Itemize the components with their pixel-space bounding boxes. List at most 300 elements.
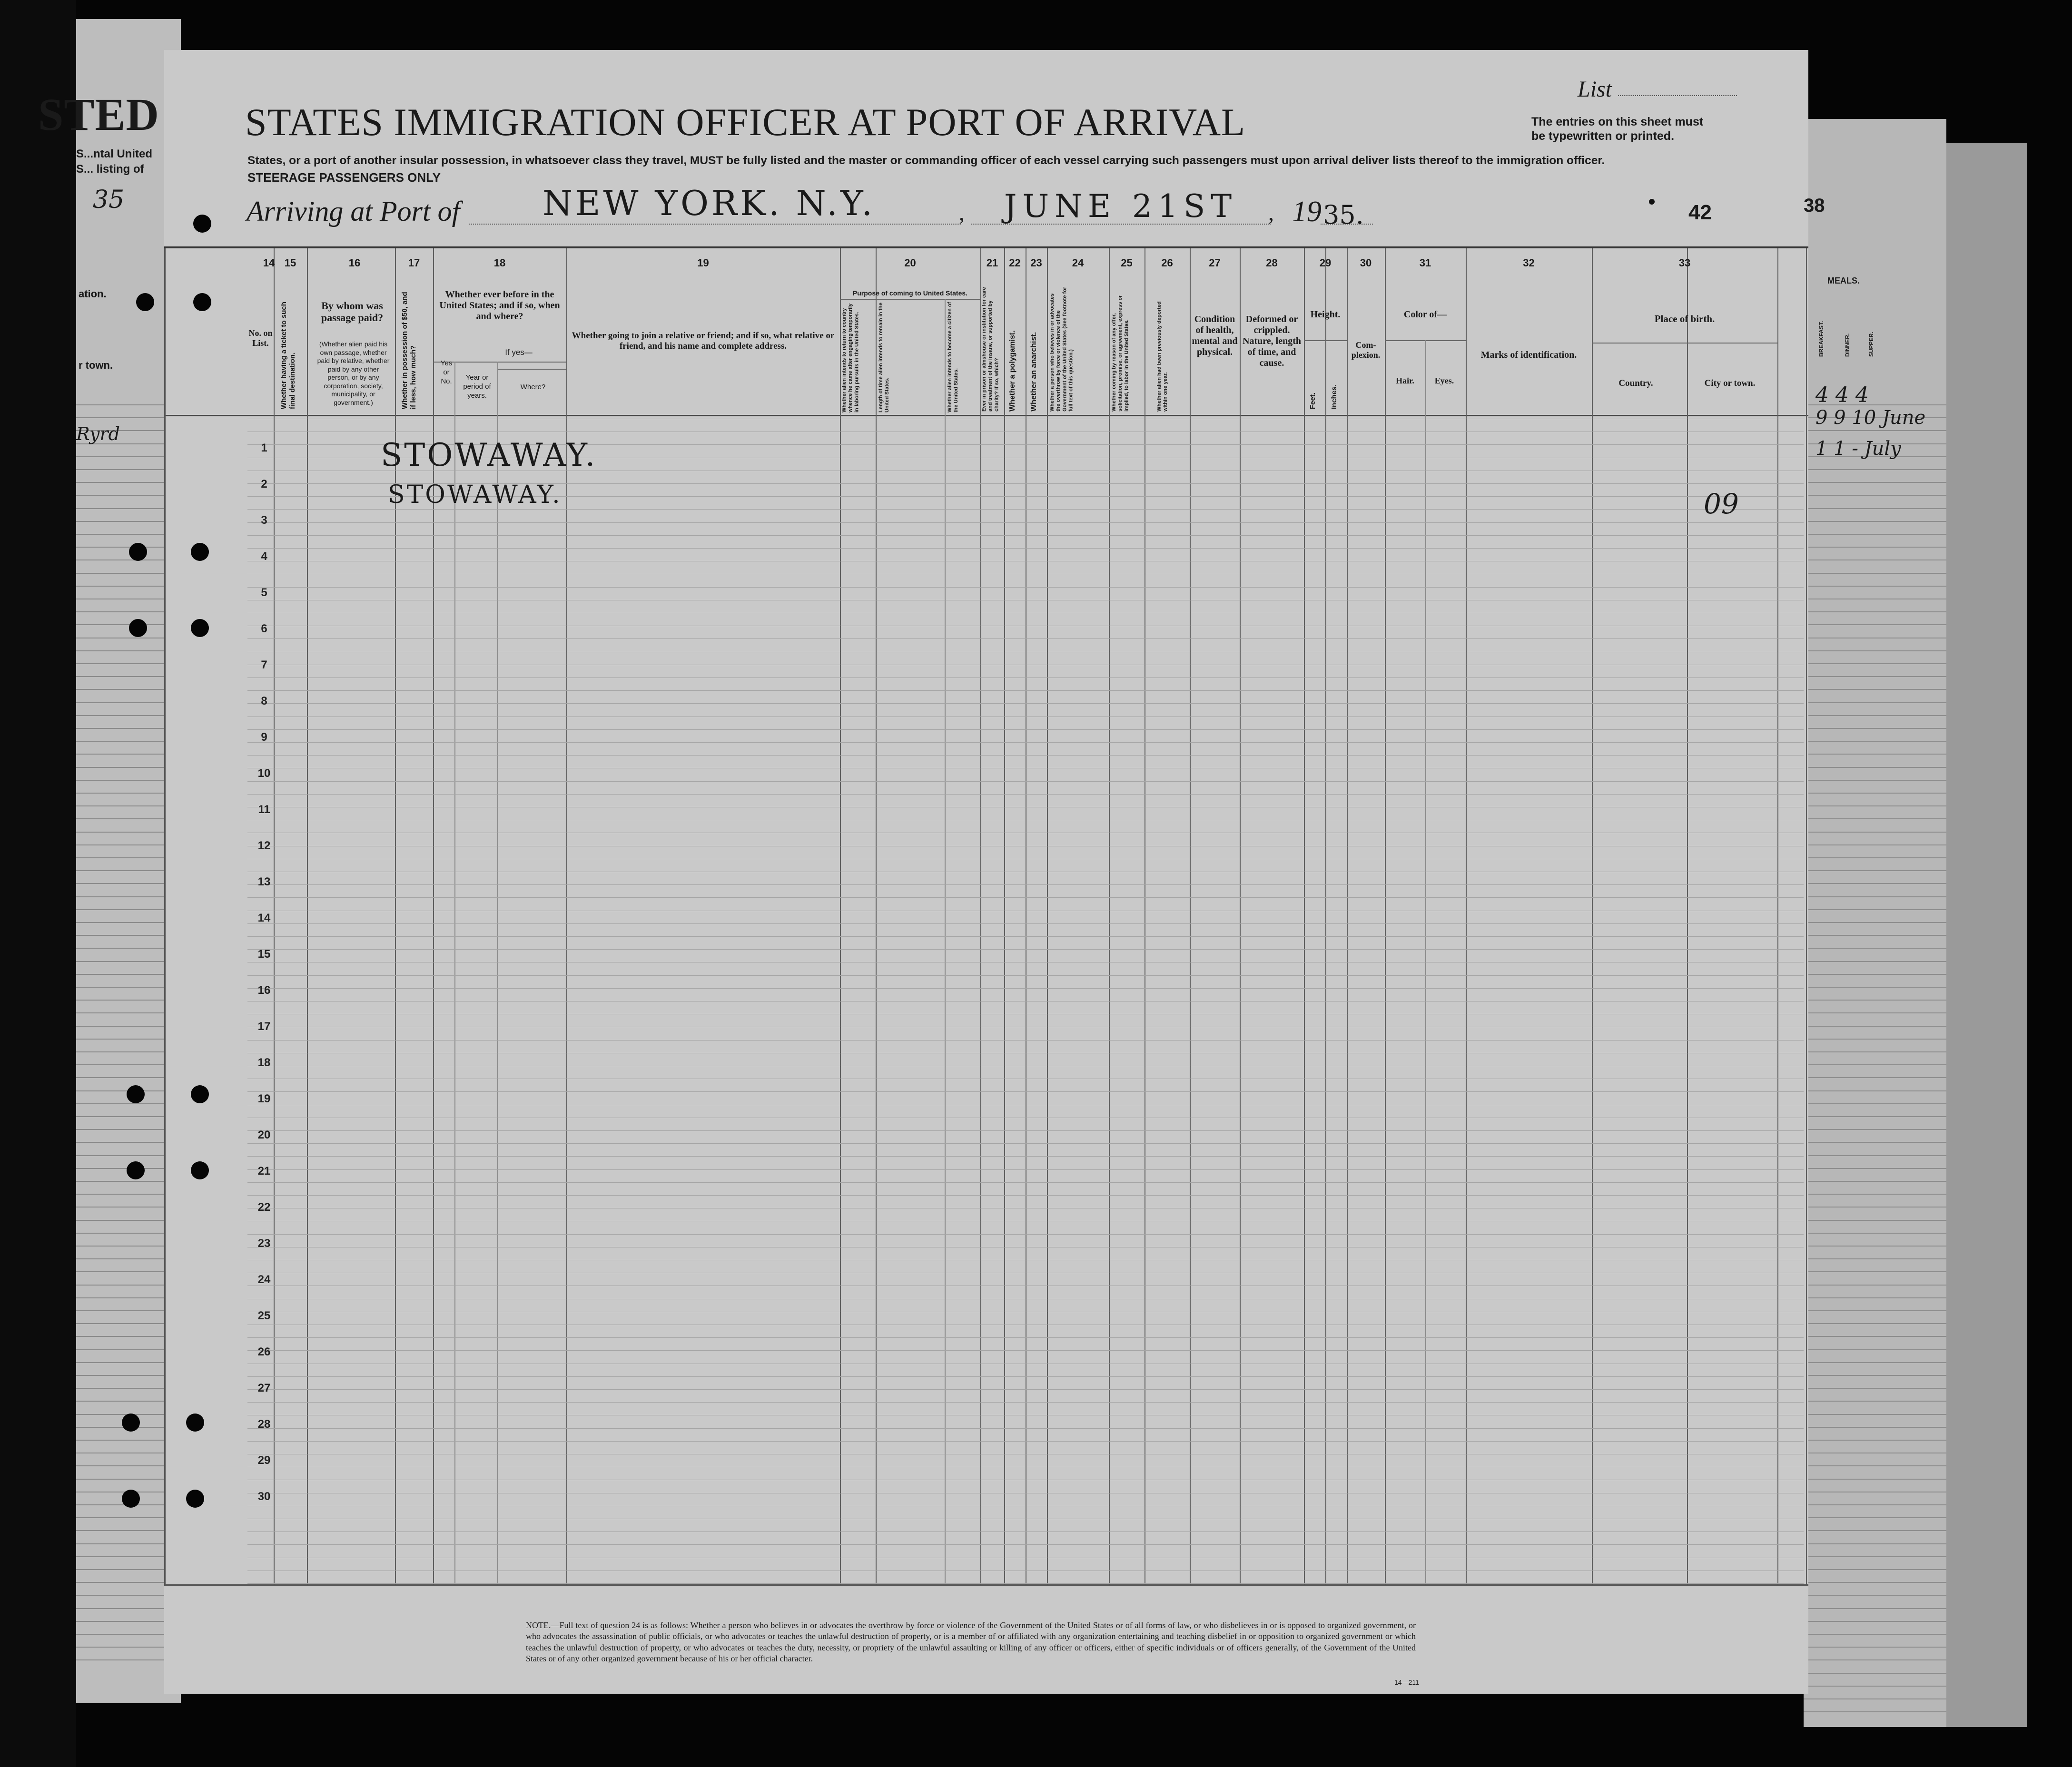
row-number: 3 <box>261 514 267 527</box>
row-rule <box>247 897 1804 898</box>
right-page-rule <box>1804 1012 1946 1013</box>
col-number-17: 17 <box>408 257 420 269</box>
col16-header: By whom was passage paid? <box>321 300 384 324</box>
row-number: 10 <box>257 767 271 780</box>
col-number-28: 28 <box>1266 257 1278 269</box>
col-number-16: 16 <box>348 257 361 269</box>
row-rule <box>247 1143 1804 1144</box>
row-number: 8 <box>261 695 267 707</box>
list-label: List <box>1578 77 1612 102</box>
right-page-rule <box>1804 948 1946 949</box>
col20-a: Whether alien intends to return to country whence he came after engaging temporarily in laboring pursuits in the United States. <box>841 303 860 412</box>
row-2-entry: STOWAWAY. <box>388 481 562 509</box>
row-rule <box>247 1428 1804 1429</box>
row-rule <box>247 1376 1804 1377</box>
col20-c: Whether alien intends to become a citizen of the United States. <box>947 302 959 412</box>
row-rule <box>247 781 1804 782</box>
left-page-column-fragment-1: ation. <box>79 288 107 300</box>
right-page-rule <box>1804 702 1946 703</box>
row-rule <box>247 755 1804 756</box>
row-rule <box>247 535 1804 536</box>
col31-hair: Hair. <box>1396 376 1414 385</box>
comma-separator-2: , <box>1268 200 1274 226</box>
right-page-rule <box>1804 676 1946 677</box>
row-number: 25 <box>257 1309 271 1322</box>
right-page-rule <box>1804 844 1946 845</box>
row-number: 30 <box>257 1490 271 1503</box>
row-number: 5 <box>261 586 267 599</box>
column-rule <box>1592 248 1593 1584</box>
left-page-year-fragment: 35 <box>93 186 125 214</box>
col18-yesno: Yes or No. <box>440 359 453 385</box>
col33-country: Country. <box>1618 378 1653 388</box>
right-page-rule <box>1804 1621 1946 1622</box>
right-page-rule <box>1804 663 1946 664</box>
row-rule <box>247 1583 1804 1584</box>
right-page-rule <box>1804 1220 1946 1221</box>
right-page-rule <box>1804 1427 1946 1428</box>
right-page-rule <box>1804 1647 1946 1648</box>
right-page-rule <box>1804 1595 1946 1596</box>
row-number: 27 <box>257 1382 271 1394</box>
col-number-31: 31 <box>1419 257 1431 269</box>
right-page-edge <box>1946 143 2027 1727</box>
row-rule <box>247 1350 1804 1351</box>
row-number: 29 <box>257 1454 271 1467</box>
right-page-rule <box>1804 573 1946 574</box>
row-rule <box>247 949 1804 950</box>
row-rule <box>247 1531 1804 1532</box>
col29-inches: Inches. <box>1330 384 1338 409</box>
col29-feet: Feet. <box>1309 392 1317 409</box>
row-number: 21 <box>257 1165 271 1178</box>
punch-hole <box>191 1161 209 1179</box>
punch-hole <box>191 1085 209 1103</box>
col16-note: (Whether alien paid his own passage, whether paid by relative, whether paid by any other person, or by any corporation, society, municipality, or government.) <box>317 340 390 406</box>
meal-col-breakfast: BREAKFAST. <box>1818 321 1825 357</box>
col-number-30: 30 <box>1360 257 1372 269</box>
col24-header: Whether a person who believes in or advocates the overthrow by force or violence of the Government of the United States (See footnote for full text of this question.) <box>1049 286 1074 412</box>
right-page-rule <box>1804 482 1946 483</box>
punch-hole <box>193 293 211 311</box>
right-page-rule <box>1804 1194 1946 1195</box>
row-number: 28 <box>257 1418 271 1431</box>
column-rule <box>1047 248 1048 1584</box>
meal-col-dinner: DINNER. <box>1844 333 1851 357</box>
row-number: 7 <box>261 658 267 671</box>
col31-header: Color of— <box>1403 309 1447 320</box>
col-number-27: 27 <box>1209 257 1221 269</box>
subheading-2: STEERAGE PASSENGERS ONLY <box>247 170 441 185</box>
right-page-rule <box>1804 1000 1946 1001</box>
row-number: 12 <box>257 839 271 852</box>
col29-subrule <box>1304 340 1347 341</box>
row-rule <box>247 923 1804 924</box>
right-page-rule <box>1804 521 1946 522</box>
column-rule <box>1806 248 1807 1584</box>
col20-divider <box>945 299 946 1583</box>
column-rule <box>1004 248 1005 1584</box>
col30-header: Com-plexion. <box>1351 340 1381 360</box>
meal-row-1: 4 4 4 <box>1815 383 1869 407</box>
left-page-title-fragment: STED <box>38 89 159 140</box>
column-rule <box>1687 248 1688 1584</box>
row-number: 26 <box>257 1345 271 1358</box>
right-page <box>1804 119 1946 1727</box>
right-page-rule <box>1804 1271 1946 1272</box>
right-page-rule <box>1804 534 1946 535</box>
right-page-rule <box>1804 1388 1946 1389</box>
column-rule <box>307 248 308 1584</box>
col-number-18: 18 <box>493 257 506 269</box>
comma-separator: , <box>959 200 965 226</box>
row-number: 14 <box>257 912 271 924</box>
right-page-rule <box>1804 896 1946 897</box>
port-value: NEW YORK. N.Y. <box>543 183 876 223</box>
right-page-rule <box>1804 1077 1946 1078</box>
right-page-rule <box>1804 624 1946 625</box>
right-page-rule <box>1804 1698 1946 1699</box>
row-number: 15 <box>257 948 271 961</box>
form-code: 14—211 <box>1394 1679 1419 1686</box>
row-rule <box>247 703 1804 704</box>
punch-hole <box>186 1490 204 1508</box>
row-rule <box>247 509 1804 510</box>
col-number-25: 25 <box>1121 257 1133 269</box>
left-page-line-1: S...ntal United <box>76 147 153 160</box>
right-page-rule <box>1804 1401 1946 1402</box>
col18-divider <box>454 362 455 1584</box>
col-number-24: 24 <box>1072 257 1084 269</box>
col22-header: Whether a polygamist. <box>1008 330 1016 412</box>
row-rule <box>247 884 1804 885</box>
footer-note: NOTE.—Full text of question 24 is as follows: Whether a person who believes in or advocates the overthrow by force or violence of the Government of the United States or of all forms of law, or who disbelieves in or is opposed to organized government, or who advocates the assassination of public officials, or who advocates or teaches the unlawful destruction of property, or is a member of or affiliated with any organization entertaining and teaching disbelief in or opposition to organized government or which teaches the unlawful destruction of property, or who advocates or teaches the duty, necessity, or propriety of the unlawful assaulting or killing of any officer or officers, either of specific individuals or of officers generally, of the Government of the United States or of any other organized government because of his or her official character. <box>526 1620 1416 1664</box>
right-page-rule <box>1804 754 1946 755</box>
row-number: 17 <box>257 1020 271 1033</box>
right-page-rule <box>1804 1116 1946 1117</box>
right-page-rule <box>1804 1155 1946 1156</box>
meals-label: MEALS. <box>1827 276 1860 285</box>
date-value: JUNE 21ST <box>1004 188 1238 225</box>
punch-hole <box>186 1414 204 1432</box>
right-page-rule <box>1804 832 1946 833</box>
col-number-20: 20 <box>904 257 916 269</box>
row-number: 1 <box>261 442 267 454</box>
col32-header: Marks of identification. <box>1480 350 1577 360</box>
right-page-rule <box>1804 1608 1946 1609</box>
year-prefix: 19 <box>1292 196 1322 228</box>
col18-where: Where? <box>520 383 546 391</box>
row-rule <box>247 548 1804 549</box>
right-page-rule <box>1804 1310 1946 1311</box>
row-rule <box>247 936 1804 937</box>
right-page-rule <box>1804 883 1946 884</box>
column-rule <box>1777 248 1778 1584</box>
col27-header: Condition of health, mental and physical. <box>1192 314 1238 357</box>
right-page-rule <box>1804 1246 1946 1247</box>
list-number-line <box>1618 95 1737 96</box>
col-number-15: 15 <box>284 257 296 269</box>
col23-header: Whether an anarchist. <box>1030 332 1038 412</box>
col20-b: Length of time alien intends to remain in the United States. <box>878 302 890 412</box>
right-page-rule <box>1804 1323 1946 1324</box>
scan-border-left <box>0 0 76 1767</box>
row-rule <box>247 1091 1804 1092</box>
col33-subrule <box>1592 343 1777 344</box>
column-rule <box>1304 248 1305 1584</box>
row-rule <box>247 522 1804 523</box>
right-page-rule <box>1804 1414 1946 1415</box>
col-number-19: 19 <box>697 257 709 269</box>
row-number: 11 <box>258 803 270 816</box>
col-number-32: 32 <box>1523 257 1535 269</box>
row-rule <box>247 794 1804 795</box>
column-rule <box>1190 248 1191 1584</box>
row-rule <box>247 1195 1804 1196</box>
right-page-rule <box>1804 870 1946 871</box>
row-number: 19 <box>257 1092 271 1105</box>
row-rule <box>247 975 1804 976</box>
meal-row-3: 1 1 - July <box>1815 438 1901 460</box>
row-rule <box>247 1130 1804 1131</box>
right-page-rule <box>1804 1297 1946 1298</box>
right-page-rule <box>1804 1517 1946 1518</box>
right-page-rule <box>1804 922 1946 923</box>
punch-hole <box>191 619 209 637</box>
column-rule <box>876 248 877 1584</box>
right-page-rule <box>1804 715 1946 716</box>
row-number: 4 <box>261 550 267 563</box>
right-page-number-fragment: 38 <box>1804 195 1825 216</box>
right-page-rule <box>1804 1090 1946 1091</box>
column-rule <box>1347 248 1348 1584</box>
subheading-1: States, or a port of another insular possession, in whatsoever class they travel, MUST be fully listed and the master or commanding officer of each vessel carrying such passengers must upon arrival deliver lists thereof to the immigration officer. <box>247 154 1605 167</box>
row-rule <box>247 729 1804 730</box>
col18-divider-2 <box>497 362 498 1584</box>
row-number: 22 <box>257 1201 271 1214</box>
arriving-label: Arriving at Port of <box>247 196 460 227</box>
right-page-rule <box>1804 728 1946 729</box>
punch-hole <box>136 293 154 311</box>
right-page-rule <box>1804 469 1946 470</box>
right-page-rule <box>1804 1375 1946 1376</box>
col14-header: No. on List. <box>248 328 273 348</box>
right-page-rule <box>1804 1168 1946 1169</box>
right-page-rule <box>1804 767 1946 768</box>
col18-subrule-2 <box>497 369 566 370</box>
right-page-rule <box>1804 1711 1946 1712</box>
row-rule <box>247 587 1804 588</box>
row-number: 6 <box>261 622 267 635</box>
right-page-rule <box>1804 1659 1946 1660</box>
col25-header: Whether coming by reason of any offer, solicitation, promise, or agreement, express or implied, to labor in the United States. <box>1111 295 1130 412</box>
right-page-rule <box>1804 1440 1946 1441</box>
right-page-rule <box>1804 1336 1946 1337</box>
right-page-rule <box>1804 741 1946 742</box>
dot-mark <box>1649 199 1655 205</box>
instructions-line-2: be typewritten or printed. <box>1531 129 1675 143</box>
right-page-rule <box>1804 611 1946 612</box>
row-number: 13 <box>257 875 271 888</box>
col33-city: City or town. <box>1704 378 1756 388</box>
right-page-rule <box>1804 586 1946 587</box>
year-value: 35. <box>1323 200 1364 230</box>
column-rule <box>1385 248 1386 1584</box>
col17-header: Whether in possession of $50, and if less, how much? <box>401 292 417 409</box>
row-number: 18 <box>257 1056 271 1069</box>
row-rule <box>247 1544 1804 1545</box>
punch-hole <box>129 543 147 561</box>
right-page-rule <box>1804 909 1946 910</box>
col28-header: Deformed or crippled. Nature, length of time, and cause. <box>1243 314 1301 368</box>
col20-header: Purpose of coming to United States. <box>852 289 968 297</box>
header-bottom-rule <box>164 415 1808 416</box>
col20-subrule <box>840 299 980 300</box>
row-1-entry: STOWAWAY. <box>381 437 597 473</box>
header-rule <box>164 246 1808 248</box>
right-page-rule <box>1804 1233 1946 1234</box>
row-rule <box>247 1337 1804 1338</box>
col-number-33: 33 <box>1678 257 1691 269</box>
instructions-line-1: The entries on this sheet must <box>1531 115 1704 128</box>
row-number: 20 <box>257 1129 271 1141</box>
right-page-rule <box>1804 793 1946 794</box>
right-page-rule <box>1804 1039 1946 1040</box>
right-page-rule <box>1804 1103 1946 1104</box>
right-page-rule <box>1804 780 1946 781</box>
right-page-rule <box>1804 547 1946 548</box>
meal-col-supper: SUPPER. <box>1868 332 1875 357</box>
column-rule <box>1325 248 1326 1584</box>
col18-period: Year or period of years. <box>463 373 491 400</box>
right-page-rule <box>1804 1569 1946 1570</box>
punch-hole <box>191 543 209 561</box>
punch-hole <box>122 1490 140 1508</box>
right-page-rule <box>1804 961 1946 962</box>
row-number: 23 <box>257 1237 271 1250</box>
right-page-rule <box>1804 805 1946 806</box>
table-bottom-rule <box>164 1584 1808 1586</box>
col-number-26: 26 <box>1161 257 1173 269</box>
meal-row-2: 9 9 10 June <box>1815 407 1926 429</box>
right-page-rule <box>1804 974 1946 975</box>
row-number: 9 <box>261 731 267 744</box>
right-page-rule <box>1804 1064 1946 1065</box>
row-rule <box>247 1234 1804 1235</box>
col21-header: Ever in prison or almshouse or institution for care and treatment of the insane, or supported by charity? If so, which? <box>981 287 1000 412</box>
right-page-rule <box>1804 430 1946 431</box>
right-page-rule <box>1804 1634 1946 1635</box>
right-page-rule <box>1804 495 1946 496</box>
row-rule <box>247 1040 1804 1041</box>
punch-hole <box>193 215 211 233</box>
col29-header: Height. <box>1310 309 1341 320</box>
right-page-rule <box>1804 1686 1946 1687</box>
port-line <box>469 224 961 225</box>
right-page-rule <box>1804 1362 1946 1363</box>
right-page-rule <box>1804 935 1946 936</box>
left-page-entry-fragment: Ryrd <box>76 423 120 444</box>
row-number: 2 <box>261 478 267 491</box>
row-rule <box>247 1389 1804 1390</box>
col26-header: Whether alien had been previously deported within one year. <box>1156 301 1169 412</box>
right-page-rule <box>1804 1530 1946 1531</box>
right-page-rule <box>1804 1479 1946 1480</box>
row-rule <box>247 1156 1804 1157</box>
row-rule <box>247 1182 1804 1183</box>
row-rule <box>247 1169 1804 1170</box>
column-rule <box>980 248 981 1584</box>
right-page-rule <box>1804 1465 1946 1466</box>
right-page-rule <box>1804 1543 1946 1544</box>
col-number-29: 29 <box>1319 257 1332 269</box>
column-rule <box>840 248 841 1584</box>
right-page-rule <box>1804 1556 1946 1557</box>
right-page-rule <box>1804 987 1946 988</box>
col-number-21: 21 <box>986 257 998 269</box>
col15-header: Whether having a ticket to such final destination. <box>280 302 296 409</box>
punch-hole <box>127 1161 145 1179</box>
right-page-rule <box>1804 508 1946 509</box>
col-number-22: 22 <box>1009 257 1021 269</box>
col33-header: Place of birth. <box>1654 313 1715 324</box>
sheet-number: 42 <box>1688 201 1712 224</box>
row-rule <box>247 1402 1804 1403</box>
right-page-rule <box>1804 818 1946 819</box>
right-page-rule <box>1804 1026 1946 1027</box>
right-page-rule <box>1804 1582 1946 1583</box>
column-rule <box>1109 248 1110 1584</box>
column-rule <box>1466 248 1467 1584</box>
row-rule <box>247 988 1804 989</box>
right-page-rule <box>1804 689 1946 690</box>
form-title: STATES IMMIGRATION OFFICER AT PORT OF ARRIVAL <box>245 100 1246 144</box>
row-number: 24 <box>257 1273 271 1286</box>
punch-hole <box>122 1414 140 1432</box>
right-page-rule <box>1804 857 1946 858</box>
left-page-column-fragment-2: r town. <box>79 359 113 371</box>
right-page-rule <box>1804 1285 1946 1286</box>
col19-header: Whether going to join a relative or friend; and if so, what relative or friend, and his name and complete address. <box>572 331 835 351</box>
row-rule <box>247 1441 1804 1442</box>
row-number: 16 <box>257 984 271 997</box>
right-page-rule <box>1804 1181 1946 1182</box>
right-page-rule <box>1804 1051 1946 1052</box>
punch-hole <box>129 619 147 637</box>
column-rule <box>1240 248 1241 1584</box>
table-left-rule <box>164 248 166 1584</box>
row-rule <box>247 690 1804 691</box>
right-page-rule <box>1804 1142 1946 1143</box>
left-page-line-2: S... listing of <box>76 163 144 176</box>
row-rule <box>247 742 1804 743</box>
row-2-mark: 09 <box>1704 488 1739 520</box>
col-number-14: 14 <box>263 257 275 269</box>
right-page-rule <box>1804 1349 1946 1350</box>
col-number-23: 23 <box>1030 257 1042 269</box>
row-rule <box>247 638 1804 639</box>
col31-eyes: Eyes. <box>1434 376 1454 385</box>
right-page-rule <box>1804 1258 1946 1259</box>
row-rule <box>247 677 1804 678</box>
col18-header: Whether ever before in the United States; and if so, when and where? <box>439 289 560 322</box>
right-page-rule <box>1804 1129 1946 1130</box>
right-page-rule <box>1804 1504 1946 1505</box>
col18-if-yes: If yes— <box>505 348 533 357</box>
punch-hole <box>127 1085 145 1103</box>
right-page-rule <box>1804 1673 1946 1674</box>
right-page-rule <box>1804 650 1946 651</box>
